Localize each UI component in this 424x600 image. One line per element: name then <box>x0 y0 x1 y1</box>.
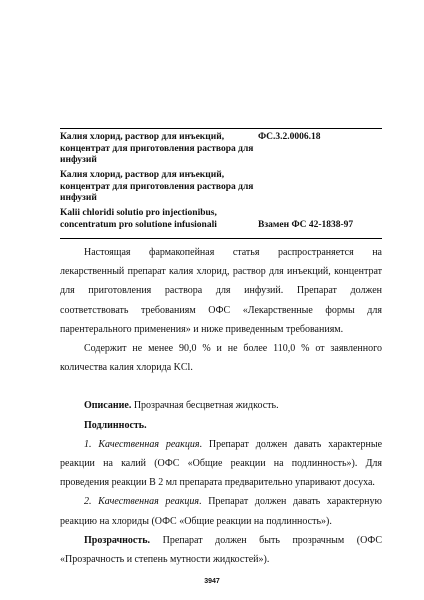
reaction2-label: 2. Качественная реакция <box>84 496 200 508</box>
reaction2-paragraph <box>60 492 382 530</box>
reaction2-text: . Препарат должен давать характерную реакцию на хлориды (ОФС «Общие реакции на подлинность»). <box>60 496 383 527</box>
monograph-name-ru-1: Калия хлорид, раствор для инъекций, концентрат для приготовления раствора для инфузий <box>60 132 254 165</box>
clarity-label: Прозрачность. <box>84 534 151 546</box>
reaction1-paragraph <box>60 435 382 493</box>
monograph-body <box>60 243 382 569</box>
identity-heading-paragraph <box>60 416 382 435</box>
monograph-code: ФС.3.2.0006.18 <box>258 132 321 142</box>
identity-label: Подлинность. <box>84 419 147 431</box>
page-number: 3947 <box>204 578 220 585</box>
section-spacer <box>60 377 382 396</box>
clarity-paragraph <box>60 531 382 569</box>
description-paragraph <box>60 396 382 415</box>
clarity-text: Препарат должен быть прозрачным (ОФС «Прозрачность и степень мутности жидкостей»). <box>60 534 382 566</box>
description-label: Описание. <box>84 400 132 412</box>
monograph-name-ru-2: Калия хлорид, раствор для инъекций, концентрат для приготовления раствора для инфузий <box>60 170 254 203</box>
intro-paragraph: Настоящая фармакопейная статья распространяется на лекарственный препарат калия хлорид, раствор для инъекций, концентрат для приготовления раствора для инфузий. Препарат должен соответствовать требованиям ОФС «Лекарственные формы для парентерального применения» и ниже приведенным требованиям. <box>60 247 382 335</box>
reaction1-text: . Препарат должен давать характерные реакции на калий (ОФС «Общие реакции на подлинность»). Для проведения реакции В 2 мл препарата предварительно упаривают досуха. <box>60 438 383 489</box>
replaces-note: Взамен ФС 42-1838-97 <box>258 219 354 230</box>
content-paragraph: Содержит не менее 90,0 % и не более 110,0 % от заявленного количества калия хлорида KCl. <box>60 343 382 374</box>
header-bottom-rule <box>60 238 382 239</box>
header-top-rule <box>60 128 382 129</box>
reaction1-label: 1. Качественная реакция <box>84 438 200 450</box>
monograph-name-latin: Kalii chloridi solutio pro injectionibus, concentratum pro solutione infusionali <box>60 208 217 230</box>
description-text: Прозрачная бесцветная жидкость. <box>131 400 279 412</box>
